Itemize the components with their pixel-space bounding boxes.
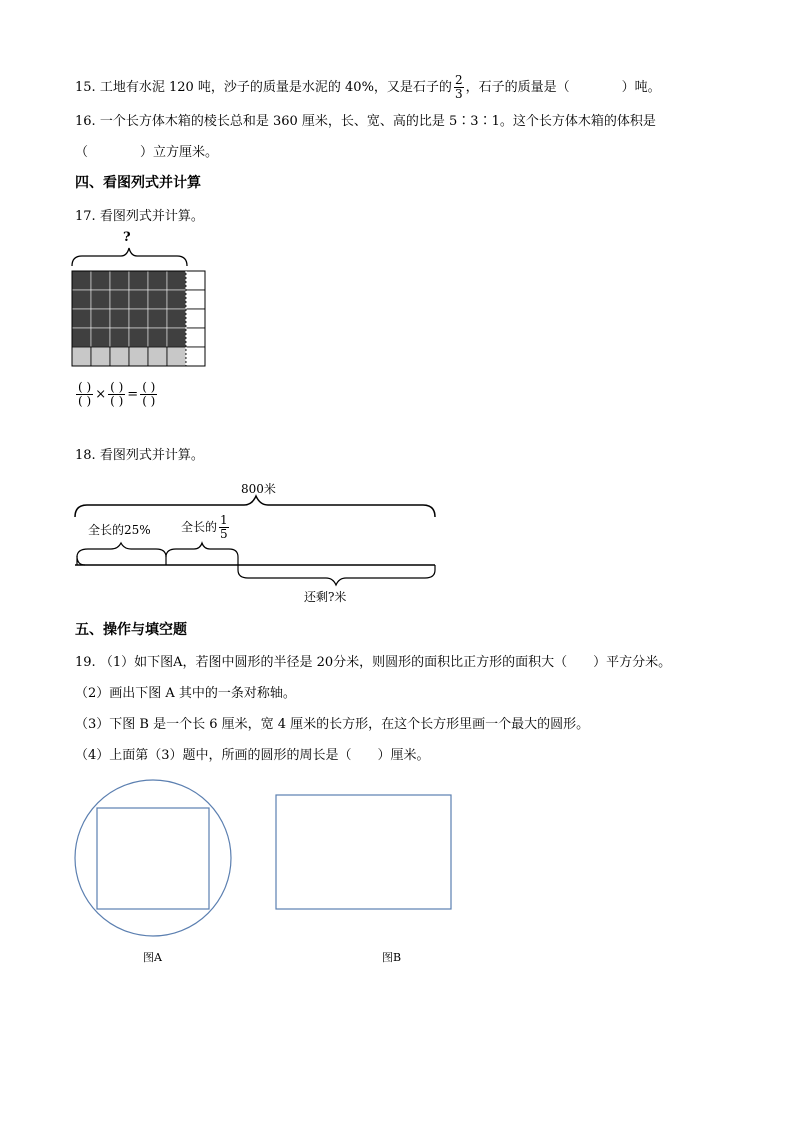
section-heading-4: 四、看图列式并计算 xyxy=(75,175,201,191)
seg1-label: 全长的25% xyxy=(88,523,151,537)
fraction-denominator: 5 xyxy=(220,527,228,541)
blank-numerator: ( ) xyxy=(110,380,124,394)
fraction-numerator: 2 xyxy=(454,73,463,87)
blank-numerator: ( ) xyxy=(78,380,92,394)
figure-b-rectangle xyxy=(276,795,451,909)
times-sign: × xyxy=(95,387,107,402)
question-mark: ? xyxy=(123,230,131,245)
question-text: 一个长方体木箱的棱长总和是 360 厘米，长、宽、高的比是 5∶3∶1。这个长方体木箱的体积是 xyxy=(99,114,656,129)
blank-denominator: ( ) xyxy=(142,394,156,408)
question-text: 看图列式并计算。 xyxy=(99,448,204,463)
question-number: 15. xyxy=(75,80,96,95)
blank-numerator: ( ) xyxy=(142,380,156,394)
question-text: 工地有水泥 120 吨，沙子的质量是水泥的 40%，又是石子的 xyxy=(99,80,452,95)
question-19-part-2: （2）画出下图 A 其中的一条对称轴。 xyxy=(75,686,296,701)
question-text: 看图列式并计算。 xyxy=(99,209,204,224)
figure-a-caption: 图A xyxy=(143,951,162,964)
total-length-label: 800米 xyxy=(241,482,276,496)
question-19-part-4: （4）上面第（3）题中，所画的圆形的周长是（ ）厘米。 xyxy=(75,748,430,763)
equals-sign: = xyxy=(127,387,139,402)
part-text: （1）如下图A，若图中圆形的半径是 20分米，则圆形的面积比正方形的面积大（ ）平方分米。 xyxy=(99,655,672,670)
question-number: 18. xyxy=(75,448,96,463)
seg2-label-text: 全长的 xyxy=(181,520,218,534)
figure-b-caption: 图B xyxy=(382,951,402,964)
question-text-continued: ，石子的质量是（ ）吨。 xyxy=(465,80,661,95)
question-16-answer-line: （ ）立方厘米。 xyxy=(75,145,219,160)
figure-a-circle xyxy=(75,780,231,936)
remaining-label: 还剩?米 xyxy=(304,590,347,604)
section-heading-5: 五、操作与填空题 xyxy=(75,622,187,638)
question-number: 16. xyxy=(75,114,96,129)
fraction-numerator: 1 xyxy=(220,513,228,527)
question-number: 19. xyxy=(75,655,96,670)
question-19-part-3: （3）下图 B 是一个长 6 厘米，宽 4 厘米的长方形，在这个长方形里画一个最大的圆形。 xyxy=(75,717,590,732)
figure-a-square xyxy=(97,808,209,909)
question-number: 17. xyxy=(75,209,96,224)
fraction-denominator: 3 xyxy=(454,87,463,101)
blank-denominator: ( ) xyxy=(78,394,92,408)
blank-denominator: ( ) xyxy=(110,394,124,408)
